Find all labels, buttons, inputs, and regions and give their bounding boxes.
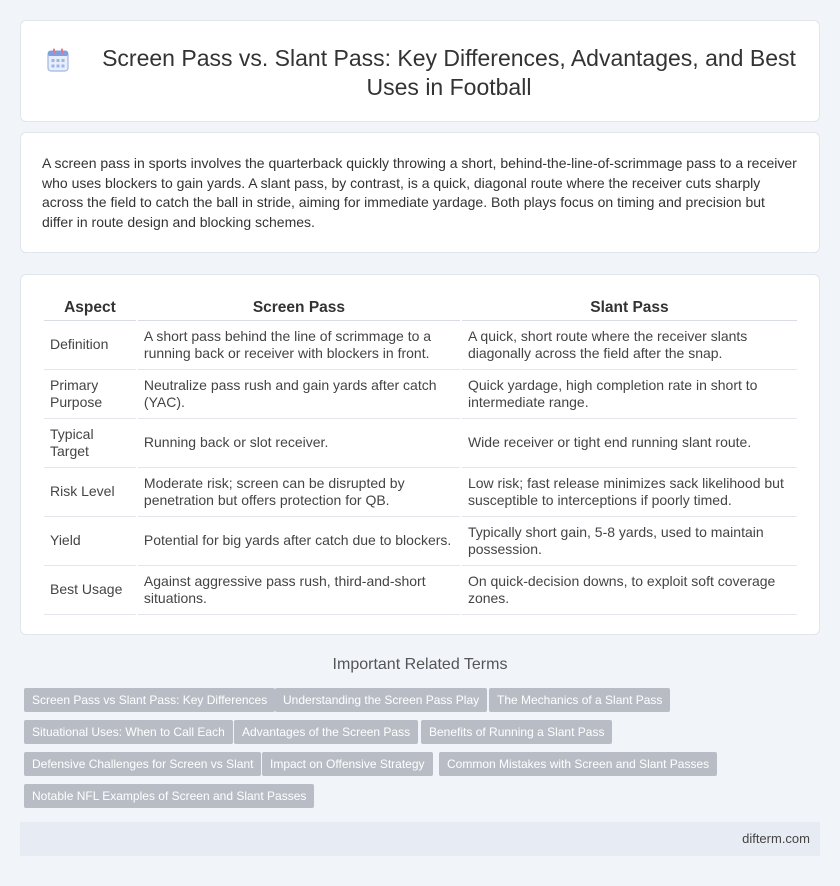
row-slant-pass: On quick-decision downs, to exploit soft coverage zones. bbox=[462, 566, 797, 615]
table-row bbox=[44, 468, 797, 517]
row-screen-pass: Neutralize pass rush and gain yards after catch (YAC). bbox=[138, 370, 460, 419]
row-slant-pass: Low risk; fast release minimizes sack likelihood but susceptible to interceptions if poorly timed. bbox=[462, 468, 797, 517]
row-aspect: Best Usage bbox=[44, 566, 136, 615]
row-slant-pass: A quick, short route where the receiver slants diagonally across the field after the snap. bbox=[462, 321, 797, 370]
row-aspect: Typical Target bbox=[44, 419, 136, 468]
row-screen-pass: A short pass behind the line of scrimmage to a running back or receiver with blockers in front. bbox=[138, 321, 460, 370]
related-tag[interactable]: Impact on Offensive Strategy bbox=[262, 752, 433, 776]
footer bbox=[20, 822, 820, 856]
table-row bbox=[44, 419, 797, 468]
calendar-icon bbox=[47, 48, 69, 72]
row-aspect: Yield bbox=[44, 517, 136, 566]
row-slant-pass: Typically short gain, 5-8 yards, used to maintain possession. bbox=[462, 517, 797, 566]
related-tag[interactable]: Notable NFL Examples of Screen and Slant Passes bbox=[24, 784, 314, 808]
row-aspect: Risk Level bbox=[44, 468, 136, 517]
row-slant-pass: Wide receiver or tight end running slant route. bbox=[462, 419, 797, 468]
row-screen-pass: Potential for big yards after catch due to blockers. bbox=[138, 517, 460, 566]
header-screen-pass: Screen Pass bbox=[138, 295, 460, 321]
table-row bbox=[44, 517, 797, 566]
header-slant-pass: Slant Pass bbox=[462, 295, 797, 321]
related-tag[interactable]: Benefits of Running a Slant Pass bbox=[421, 720, 612, 744]
comparison-card bbox=[20, 274, 820, 635]
row-aspect: Definition bbox=[44, 321, 136, 370]
related-tag[interactable]: Situational Uses: When to Call Each bbox=[24, 720, 233, 744]
intro-text: A screen pass in sports involves the quarterback quickly throwing a short, behind-the-line-of-scrimmage pass to a receiver who uses blockers to gain yards. A slant pass, by contrast, is a quick, diagonal route where the receiver cuts sharply across the field to catch the ball in stride, aiming for immediate yardage. Both plays focus on timing and precision but differ in route design and blocking schemes. bbox=[42, 155, 797, 230]
table-row bbox=[44, 370, 797, 419]
related-tag[interactable]: Defensive Challenges for Screen vs Slant bbox=[24, 752, 261, 776]
related-tag[interactable]: Understanding the Screen Pass Play bbox=[275, 688, 487, 712]
intro-card bbox=[20, 132, 820, 253]
related-terms-title: Important Related Terms bbox=[332, 656, 508, 673]
related-tag[interactable]: Screen Pass vs Slant Pass: Key Differences bbox=[24, 688, 275, 712]
comparison-table bbox=[42, 295, 799, 615]
row-aspect: Primary Purpose bbox=[44, 370, 136, 419]
table-row bbox=[44, 321, 797, 370]
related-tag[interactable]: The Mechanics of a Slant Pass bbox=[489, 688, 670, 712]
row-slant-pass: Quick yardage, high completion rate in short to intermediate range. bbox=[462, 370, 797, 419]
header-aspect: Aspect bbox=[44, 295, 136, 321]
row-screen-pass: Running back or slot receiver. bbox=[138, 419, 460, 468]
table-header-row bbox=[44, 295, 797, 321]
related-tag[interactable]: Common Mistakes with Screen and Slant Passes bbox=[439, 752, 717, 776]
related-tag[interactable]: Advantages of the Screen Pass bbox=[234, 720, 418, 744]
row-screen-pass: Against aggressive pass rush, third-and-short situations. bbox=[138, 566, 460, 615]
table-row bbox=[44, 566, 797, 615]
footer-site[interactable]: difterm.com bbox=[742, 831, 810, 846]
row-screen-pass: Moderate risk; screen can be disrupted by penetration but offers protection for QB. bbox=[138, 468, 460, 517]
header-card bbox=[20, 20, 820, 122]
page-title: Screen Pass vs. Slant Pass: Key Differences, Advantages, and Best Uses in Football bbox=[102, 45, 796, 100]
